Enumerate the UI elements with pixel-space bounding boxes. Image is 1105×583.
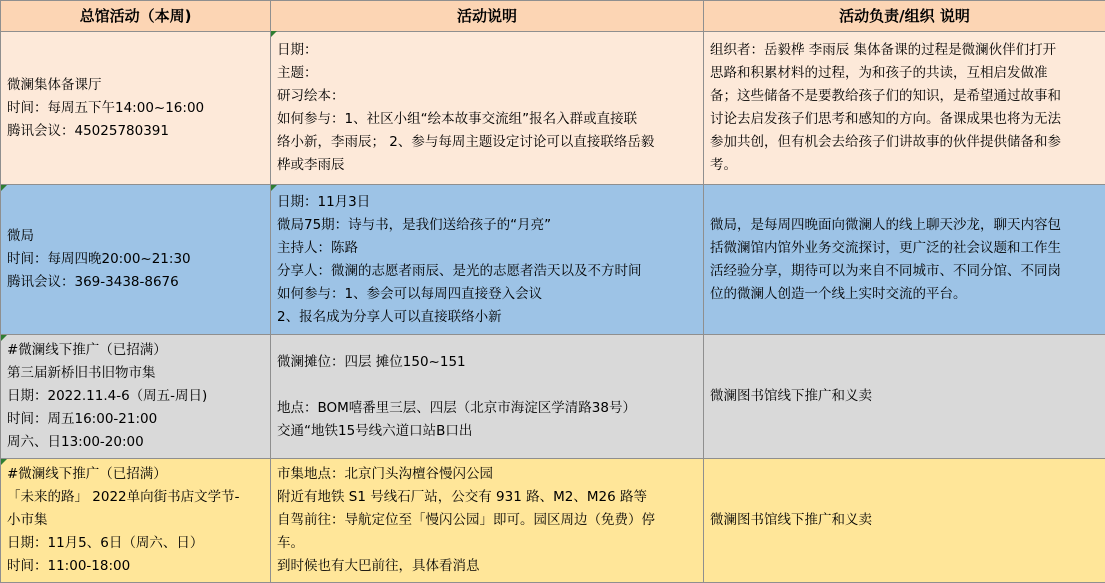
table-cell[interactable]: [704, 185, 1105, 335]
cell-line: 备；这些储备不是要教给孩子们的知识，是希望通过故事和: [710, 88, 1061, 104]
cell-line: 桦或李雨辰: [277, 157, 345, 173]
cell-line: 微局75期：诗与书，是我们送给孩子的“月亮”: [277, 216, 552, 233]
cell-line: 腾讯会议：45025780391: [7, 122, 169, 139]
cell-line: 思路和积累材料的过程，为和孩子的共读，互相启发做准: [710, 65, 1048, 81]
table-cell[interactable]: [1, 459, 271, 583]
table-row: [1, 185, 1105, 335]
table-row: [1, 32, 1105, 185]
cell-line: #微澜线下推广（已招满）: [7, 342, 167, 358]
header-cell[interactable]: 活动说明: [271, 1, 704, 32]
cell-line: 如何参与：1、社区小组“绘本故事交流组”报名入群或直接联: [277, 111, 638, 127]
header-row: [1, 1, 1105, 32]
header-cell[interactable]: 总馆活动（本周): [1, 1, 271, 32]
table-row: [1, 459, 1105, 583]
cell-line: #微澜线下推广（已招满）: [7, 466, 167, 482]
cell-line: 参加共创，但有机会去给孩子们讲故事的伙伴提供储备和参: [710, 134, 1061, 150]
cell-line: 时间：每周五下午14:00~16:00: [7, 99, 205, 116]
table-cell[interactable]: [704, 32, 1105, 185]
comment-indicator-icon: [1, 459, 7, 465]
cell-line: 主持人：陈路: [277, 239, 358, 256]
cell-line: 车。: [277, 535, 304, 551]
table-cell[interactable]: [271, 185, 704, 335]
table-cell[interactable]: [271, 335, 704, 459]
comment-indicator-icon: [271, 31, 277, 37]
cell-line: 微局: [7, 228, 34, 244]
cell-line: 微澜图书馆线下推广和义卖: [710, 388, 872, 404]
table-cell[interactable]: [271, 459, 704, 583]
cell-line: 分享人：微澜的志愿者雨辰、是光的志愿者浩天以及不方时间: [277, 262, 642, 279]
table-cell[interactable]: [271, 32, 704, 185]
header-cell[interactable]: 活动负责/组织 说明: [704, 1, 1105, 32]
cell-line: 络小新，李雨辰； 2、参与每周主题设定讨论可以直接联络岳毅: [277, 134, 655, 150]
cell-line: 微澜图书馆线下推广和义卖: [710, 512, 872, 528]
cell-line: 市集地点：北京门头沟檀谷慢闪公园: [277, 466, 493, 482]
cell-line: 附近有地铁 S1 号线石厂站，公交有 931 路、M2、M26 路等: [277, 489, 647, 505]
table-cell[interactable]: [1, 185, 271, 335]
table-row: [1, 335, 1105, 459]
cell-line: 微局，是每周四晚面向微澜人的线上聊天沙龙，聊天内容包: [710, 216, 1061, 233]
cell-line: 主题：: [277, 65, 318, 81]
cell-line: 第三届新桥旧书旧物市集: [7, 365, 156, 381]
cell-line: 日期：: [277, 42, 318, 58]
cell-line: 时间：每周四晚20:00~21:30: [7, 251, 191, 267]
cell-line: 周六、日13:00-20:00: [7, 434, 144, 450]
cell-line: 日期：11月5、6日（周六、日）: [7, 535, 204, 551]
cell-line: 微澜摊位：四层 摊位150~151: [277, 353, 466, 370]
cell-blank-line: [277, 374, 703, 397]
comment-indicator-icon: [271, 185, 277, 191]
cell-line: 「未来的路」 2022单向街书店文学节-: [7, 489, 240, 505]
cell-line: 研习绘本：: [277, 88, 345, 104]
table-cell[interactable]: [704, 335, 1105, 459]
cell-line: 地点：BOM嘻番里三层、四层（北京市海淀区学清路38号）: [277, 399, 636, 416]
cell-line: 时间：周五16:00-21:00: [7, 411, 158, 427]
cell-line: 2、报名成为分享人可以直接联络小新: [277, 308, 502, 325]
cell-line: 括微澜馆内馆外业务交流探讨，更广泛的社会议题和工作生: [710, 239, 1061, 256]
cell-line: 活经验分享，期待可以为来自不同城市、不同分馆、不同岗: [710, 262, 1061, 279]
cell-line: 日期：11月3日: [277, 193, 371, 210]
cell-line: 组织者：岳毅桦 李雨辰 集体备课的过程是微澜伙伴们打开: [710, 42, 1057, 58]
cell-line: 位的微澜人创造一个线上实时交流的平台。: [710, 285, 967, 302]
table-cell[interactable]: [1, 32, 271, 185]
cell-line: 微澜集体备课厅: [7, 76, 102, 93]
comment-indicator-icon: [1, 335, 7, 341]
cell-line: 时间：11:00-18:00: [7, 558, 131, 574]
cell-line: 讨论去启发孩子们思考和感知的方向。备课成果也将为无法: [710, 111, 1061, 127]
cell-line: 腾讯会议：369-3438-8676: [7, 274, 179, 290]
cell-line: 交通“地铁15号线六道口站B口出: [277, 422, 473, 439]
cell-line: 考。: [710, 157, 737, 173]
cell-line: 如何参与：1、参会可以每周四直接登入会议: [277, 285, 543, 302]
cell-line: 小市集: [7, 512, 48, 528]
table-cell[interactable]: [704, 459, 1105, 583]
cell-line: 日期：2022.11.4-6（周五-周日): [7, 388, 208, 404]
cell-line: 自驾前往：导航定位至「慢闪公园」即可。园区周边（免费）停: [277, 512, 655, 528]
table-cell[interactable]: [1, 335, 271, 459]
cell-line: 到时候也有大巴前往，具体看消息: [277, 558, 480, 574]
comment-indicator-icon: [1, 185, 7, 191]
